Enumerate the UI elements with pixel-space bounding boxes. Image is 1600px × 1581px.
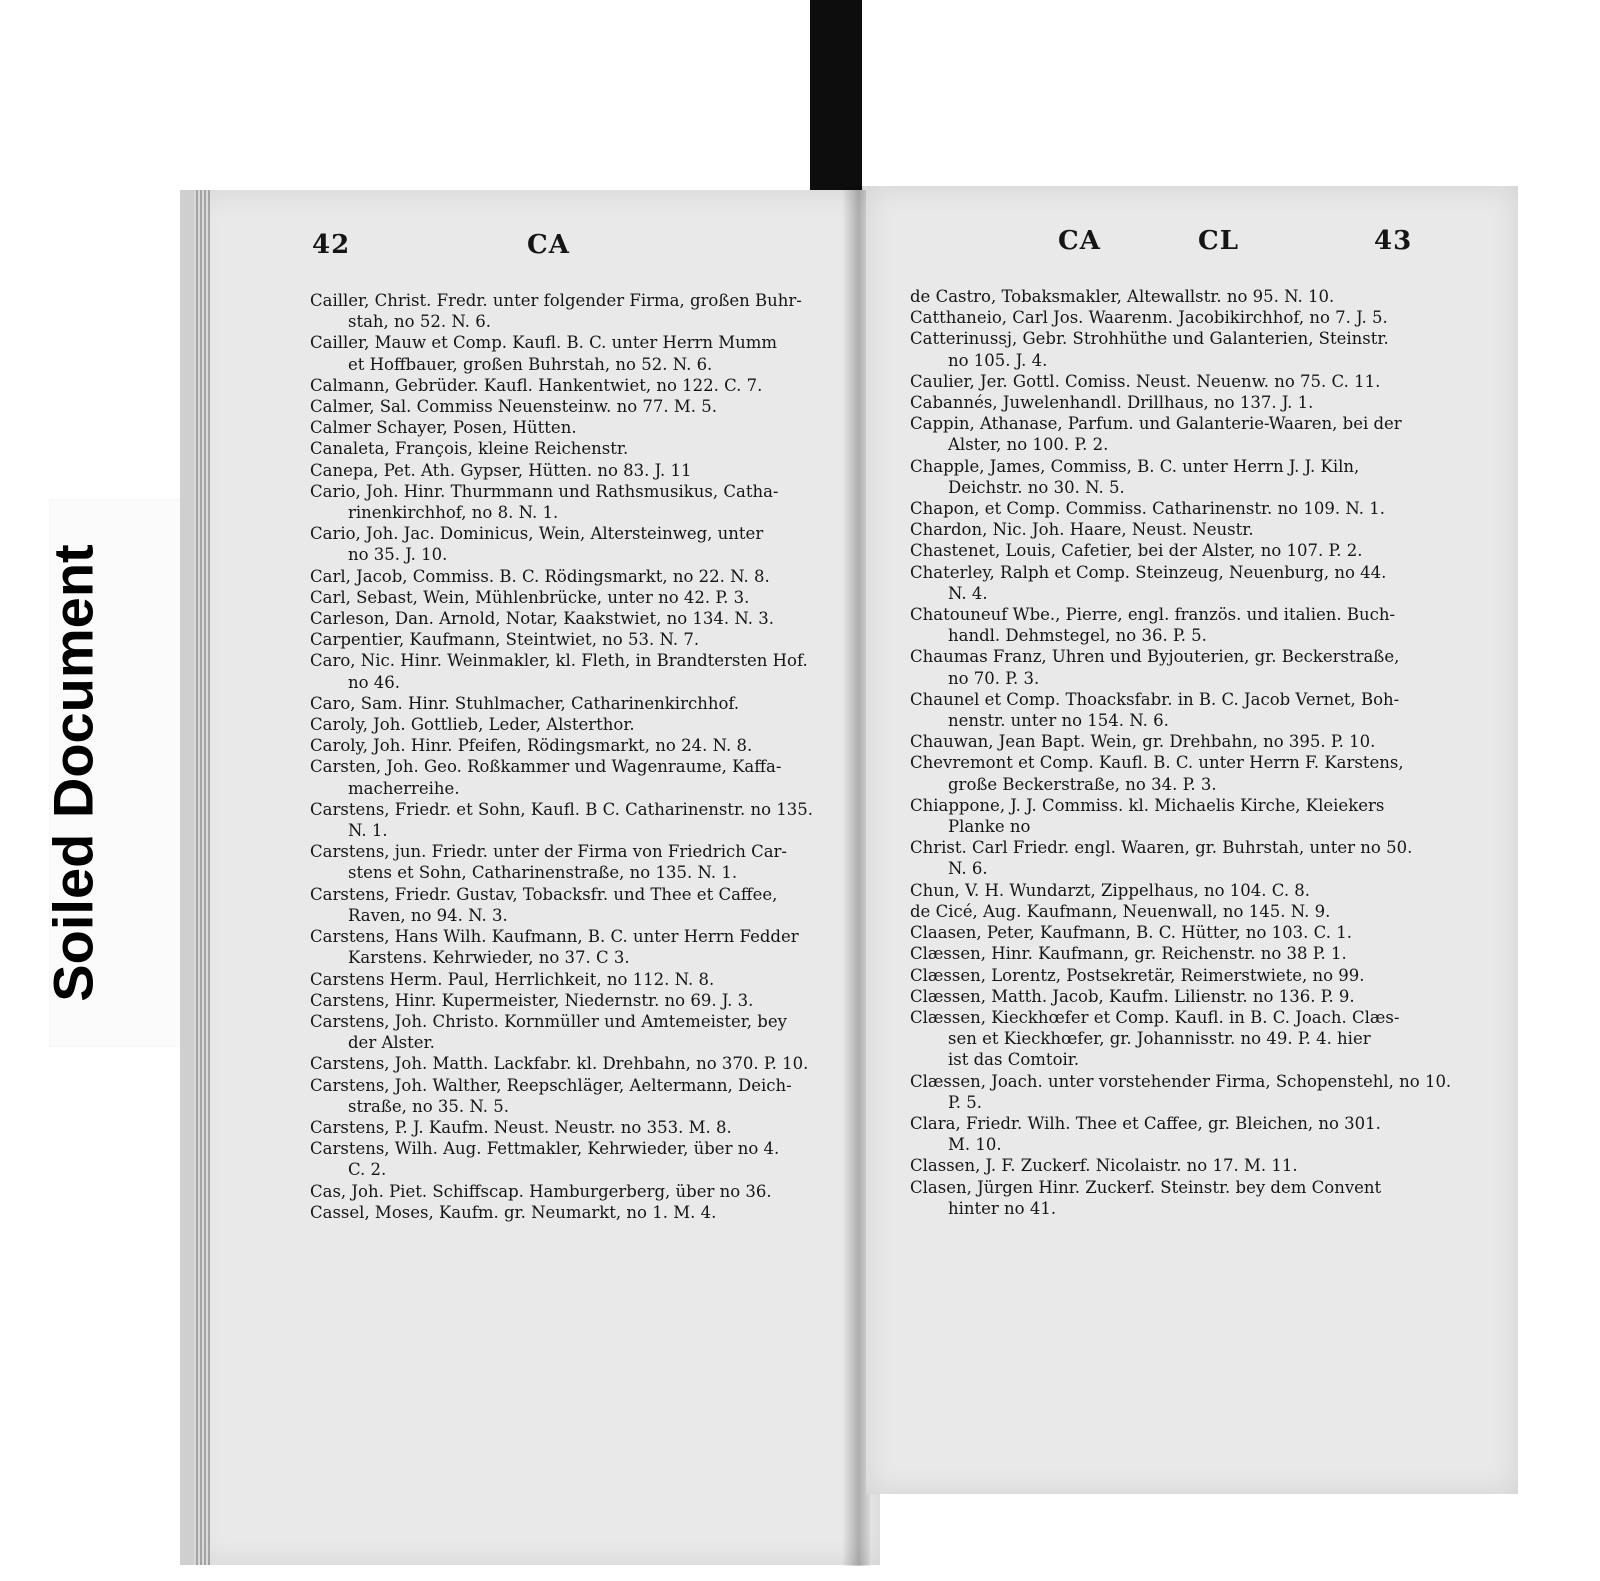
entry-line: Claasen, Peter, Kaufmann, B. C. Hütter, no 103. C. 1. — [910, 923, 1352, 943]
entry-continuation-line: N. 1. — [348, 821, 388, 841]
entry-continuation-line: Alster, no 100. P. 2. — [948, 435, 1109, 455]
directory-entry — [310, 841, 800, 883]
entry-line: Clæssen, Joach. unter vorstehender Firma, Schopenstehl, no 10. — [910, 1071, 1452, 1091]
running-head: CA — [527, 230, 570, 260]
entry-line: Calmer, Sal. Commiss Neuensteinw. no 77. M. 5. — [310, 397, 717, 417]
right-page — [866, 186, 1518, 1494]
entry-line: Calmann, Gebrüder. Kaufl. Hankentwiet, no 122. C. 7. — [310, 375, 763, 395]
entry-line: Clæssen, Hinr. Kaufmann, gr. Reichenstr. no 38 P. 1. — [910, 944, 1347, 964]
entry-continuation-line: N. 6. — [948, 859, 988, 879]
directory-entry — [910, 1007, 1415, 1071]
entry-line: Clæssen, Kieckhœfer et Comp. Kaufl. in B. C. Joach. Clæs- — [910, 1007, 1400, 1027]
directory-entry — [310, 714, 800, 735]
entry-continuation-line: nenstr. unter no 154. N. 6. — [948, 711, 1169, 731]
entry-line: Cario, Joh. Jac. Dominicus, Wein, Altersteinweg, unter — [310, 524, 764, 544]
directory-entry — [910, 965, 1415, 986]
directory-entry — [310, 735, 800, 756]
entry-line: Carstens Herm. Paul, Herrlichkeit, no 112. N. 8. — [310, 969, 715, 989]
directory-entry — [910, 307, 1415, 328]
directory-entry — [910, 752, 1415, 794]
directory-entry — [910, 986, 1415, 1007]
directory-entry — [310, 799, 814, 841]
entry-line: Clæssen, Matth. Jacob, Kaufm. Lilienstr. no 136. P. 9. — [910, 986, 1355, 1006]
entry-continuation-line: Raven, no 94. N. 3. — [348, 905, 508, 925]
directory-entry — [910, 604, 1415, 646]
directory-entry — [910, 943, 1415, 964]
directory-entry — [310, 438, 800, 459]
entry-line: Catterinussj, Gebr. Strohhüthe und Galanterien, Steinstr. — [910, 329, 1389, 349]
entry-line: Chastenet, Louis, Cafetier, bei der Alster, no 107. P. 2. — [910, 541, 1363, 561]
entry-continuation-line: no 46. — [348, 672, 401, 692]
directory-entry — [910, 1155, 1415, 1176]
entry-continuation-line: ist das Comtoir. — [948, 1050, 1080, 1070]
entry-line: Caroly, Joh. Hinr. Pfeifen, Rödingsmarkt, no 24. N. 8. — [310, 736, 753, 756]
entry-line: Cario, Joh. Hinr. Thurmmann und Rathsmusikus, Catha- — [310, 481, 779, 501]
entry-continuation-line: große Beckerstraße, no 34. P. 3. — [948, 774, 1217, 794]
entry-line: Carpentier, Kaufmann, Steintwiet, no 53. N. 7. — [310, 630, 700, 650]
entry-line: Chun, V. H. Wundarzt, Zippelhaus, no 104. C. 8. — [910, 880, 1311, 900]
entry-line: Carstens, Friedr. Gustav, Tobacksfr. und Thee et Caffee, — [310, 884, 778, 904]
directory-entry — [910, 1071, 1452, 1113]
directory-entry — [910, 880, 1415, 901]
running-head-right: CL — [1198, 226, 1239, 256]
entry-line: Carsten, Joh. Geo. Roßkammer und Wagenraume, Kaffa- — [310, 757, 782, 777]
entry-line: Carl, Sebast, Wein, Mühlenbrücke, unter no 42. P. 3. — [310, 587, 750, 607]
entry-line: Canepa, Pet. Ath. Gypser, Hütten. no 83. J. 11 — [310, 460, 692, 480]
directory-entry — [910, 646, 1415, 688]
entry-continuation-line: sen et Kieckhœfer, gr. Johannisstr. no 49. P. 4. hier — [948, 1029, 1371, 1049]
entry-continuation-line: straße, no 35. N. 5. — [348, 1096, 510, 1116]
entry-line: Cappin, Athanase, Parfum. und Galanterie-Waaren, bei der — [910, 414, 1402, 434]
entry-line: Caulier, Jer. Gottl. Comiss. Neust. Neuenw. no 75. C. 11. — [910, 371, 1381, 391]
entry-continuation-line: stens et Sohn, Catharinenstraße, no 135. N. 1. — [348, 863, 738, 883]
entry-continuation-line: N. 4. — [948, 583, 988, 603]
entry-line: Calmer Schayer, Posen, Hütten. — [310, 418, 577, 438]
entry-line: Chauwan, Jean Bapt. Wein, gr. Drehbahn, no 395. P. 10. — [910, 732, 1376, 752]
entry-line: Chiappone, J. J. Commiss. kl. Michaelis Kirche, Kleiekers — [910, 795, 1385, 815]
page-number: 42 — [312, 230, 351, 260]
entry-continuation-line: M. 10. — [948, 1135, 1002, 1155]
right-page-header — [866, 226, 1518, 266]
directory-entry — [310, 1202, 800, 1223]
entry-line: Chaunel et Comp. Thoacksfabr. in B. C. Jacob Vernet, Boh- — [910, 689, 1400, 709]
directory-entry — [310, 969, 800, 990]
directory-entry — [310, 1075, 800, 1117]
entry-line: Cailler, Mauw et Comp. Kaufl. B. C. unter Herrn Mumm — [310, 333, 778, 353]
directory-entry — [310, 1181, 800, 1202]
open-book — [180, 186, 1518, 1581]
directory-entry — [310, 566, 800, 587]
directory-entry — [910, 562, 1415, 604]
page-number: 43 — [1374, 226, 1413, 256]
directory-entry — [910, 519, 1415, 540]
entry-continuation-line: macherreihe. — [348, 778, 460, 798]
directory-entry — [910, 795, 1415, 837]
directory-entry — [310, 650, 808, 692]
entry-line: Carleson, Dan. Arnold, Notar, Kaakstwiet, no 134. N. 3. — [310, 609, 774, 629]
entry-continuation-line: P. 5. — [948, 1092, 982, 1112]
directory-entry — [910, 901, 1415, 922]
entry-continuation-line: rinenkirchhof, no 8. N. 1. — [348, 503, 559, 523]
entry-line: Clara, Friedr. Wilh. Thee et Caffee, gr. Bleichen, no 301. — [910, 1113, 1381, 1133]
entry-line: Caroly, Joh. Gottlieb, Leder, Alsterthor. — [310, 715, 635, 735]
entry-continuation-line: no 105. J. 4. — [948, 350, 1048, 370]
entry-line: Classen, J. F. Zuckerf. Nicolaistr. no 17. M. 11. — [910, 1156, 1298, 1176]
directory-entry — [310, 1053, 809, 1074]
directory-entry — [310, 1011, 800, 1053]
directory-entry — [310, 396, 800, 417]
entry-line: Carstens, Joh. Matth. Lackfabr. kl. Drehbahn, no 370. P. 10. — [310, 1054, 809, 1074]
entry-line: Catthaneio, Carl Jos. Waarenm. Jacobikirchhof, no 7. J. 5. — [910, 308, 1388, 328]
directory-entry — [310, 1138, 800, 1180]
entry-continuation-line: et Hoffbauer, großen Buhrstah, no 52. N. 6. — [348, 354, 713, 374]
directory-entry — [910, 731, 1415, 752]
directory-entry — [310, 926, 800, 968]
entry-continuation-line: no 70. P. 3. — [948, 668, 1040, 688]
entry-continuation-line: handl. Dehmstegel, no 36. P. 5. — [948, 626, 1207, 646]
directory-entry — [910, 413, 1415, 455]
directory-entry — [310, 587, 800, 608]
entry-line: Chatouneuf Wbe., Pierre, engl. französ. und italien. Buch- — [910, 605, 1396, 625]
entry-continuation-line: Planke no — [948, 817, 1031, 837]
entry-line: de Castro, Tobaksmakler, Altewallstr. no 95. N. 10. — [910, 287, 1335, 306]
entry-line: Chardon, Nic. Joh. Haare, Neust. Neustr. — [910, 520, 1254, 540]
directory-entry — [310, 523, 800, 565]
entry-line: Cabannés, Juwelenhandl. Drillhaus, no 137. J. 1. — [910, 393, 1314, 413]
entry-continuation-line: Karstens. Kehrwieder, no 37. C 3. — [348, 948, 630, 968]
directory-entry — [310, 375, 800, 396]
directory-entry — [910, 498, 1415, 519]
entry-line: Christ. Carl Friedr. engl. Waaren, gr. Buhrstah, unter no 50. — [910, 838, 1413, 858]
entry-line: Cassel, Moses, Kaufm. gr. Neumarkt, no 1. M. 4. — [310, 1202, 717, 1222]
entry-line: Cailler, Christ. Fredr. unter folgender Firma, großen Buhr- — [310, 291, 802, 310]
directory-entry — [910, 689, 1415, 731]
entry-line: Carstens, Hans Wilh. Kaufmann, B. C. unter Herrn Fedder — [310, 927, 799, 947]
directory-entry — [910, 1113, 1415, 1155]
entry-line: Carstens, Joh. Christo. Kornmüller und Amtemeister, bey — [310, 1011, 787, 1031]
running-head-left: CA — [1058, 226, 1101, 256]
left-page-header — [194, 230, 880, 270]
entry-line: Carstens, Hinr. Kupermeister, Niedernstr. no 69. J. 3. — [310, 990, 754, 1010]
directory-entry — [310, 990, 800, 1011]
right-entry-list — [910, 286, 1452, 1219]
directory-entry — [310, 756, 800, 798]
left-entry-list — [310, 290, 814, 1223]
directory-entry — [310, 693, 800, 714]
directory-entry — [310, 629, 800, 650]
entry-line: Caro, Sam. Hinr. Stuhlmacher, Catharinenkirchhof. — [310, 693, 740, 713]
entry-line: Carstens, jun. Friedr. unter der Firma von Friedrich Car- — [310, 842, 788, 862]
directory-entry — [310, 1117, 800, 1138]
directory-entry — [310, 417, 800, 438]
entry-line: Chapon, et Comp. Commiss. Catharinenstr. no 109. N. 1. — [910, 499, 1385, 519]
entry-continuation-line: hinter no 41. — [948, 1198, 1057, 1218]
directory-entry — [910, 1177, 1415, 1219]
directory-entry — [910, 922, 1415, 943]
entry-line: Cas, Joh. Piet. Schiffscap. Hamburgerberg, über no 36. — [310, 1181, 772, 1201]
entry-line: Clæssen, Lorentz, Postsekretär, Reimerstwiete, no 99. — [910, 965, 1365, 985]
entry-continuation-line: C. 2. — [348, 1160, 387, 1180]
soiled-document-stamp-text: Soiled Document — [41, 544, 105, 1002]
entry-line: Carstens, P. J. Kaufm. Neust. Neustr. no 353. M. 8. — [310, 1117, 732, 1137]
entry-line: Canaleta, François, kleine Reichenstr. — [310, 439, 629, 459]
entry-line: Chapple, James, Commiss, B. C. unter Herrn J. J. Kiln, — [910, 456, 1360, 476]
directory-entry — [910, 540, 1415, 561]
entry-continuation-line: Deichstr. no 30. N. 5. — [948, 477, 1125, 497]
entry-line: Chaterley, Ralph et Comp. Steinzeug, Neuenburg, no 44. — [910, 562, 1387, 582]
entry-line: Caro, Nic. Hinr. Weinmakler, kl. Fleth, in Brandtersten Hof. — [310, 651, 808, 671]
directory-entry — [910, 328, 1415, 370]
entry-continuation-line: stah, no 52. N. 6. — [348, 312, 491, 332]
directory-entry — [910, 286, 1415, 307]
entry-line: Clasen, Jürgen Hinr. Zuckerf. Steinstr. bey dem Convent — [910, 1177, 1382, 1197]
entry-line: Carl, Jacob, Commiss. B. C. Rödingsmarkt, no 22. N. 8. — [310, 566, 770, 586]
directory-entry — [910, 371, 1415, 392]
entry-line: Chevremont et Comp. Kaufl. B. C. unter Herrn F. Karstens, — [910, 753, 1404, 773]
entry-line: Carstens, Joh. Walther, Reepschläger, Aeltermann, Deich- — [310, 1075, 792, 1095]
directory-entry — [910, 837, 1415, 879]
entry-continuation-line: no 35. J. 10. — [348, 545, 448, 565]
entry-line: Carstens, Wilh. Aug. Fettmakler, Kehrwieder, über no 4. — [310, 1139, 780, 1159]
entry-line: Carstens, Friedr. et Sohn, Kaufl. B C. Catharinenstr. no 135. — [310, 799, 814, 819]
directory-entry — [910, 456, 1415, 498]
directory-entry — [310, 884, 800, 926]
directory-entry — [310, 608, 800, 629]
entry-line: Chaumas Franz, Uhren und Byjouterien, gr. Beckerstraße, — [910, 647, 1400, 667]
left-page — [180, 190, 880, 1565]
directory-entry — [910, 392, 1415, 413]
directory-entry — [310, 332, 800, 374]
directory-entry — [310, 481, 800, 523]
directory-entry — [310, 460, 800, 481]
entry-continuation-line: der Alster. — [348, 1033, 435, 1053]
entry-line: de Cicé, Aug. Kaufmann, Neuenwall, no 145. N. 9. — [910, 901, 1331, 921]
directory-entry — [310, 290, 800, 332]
